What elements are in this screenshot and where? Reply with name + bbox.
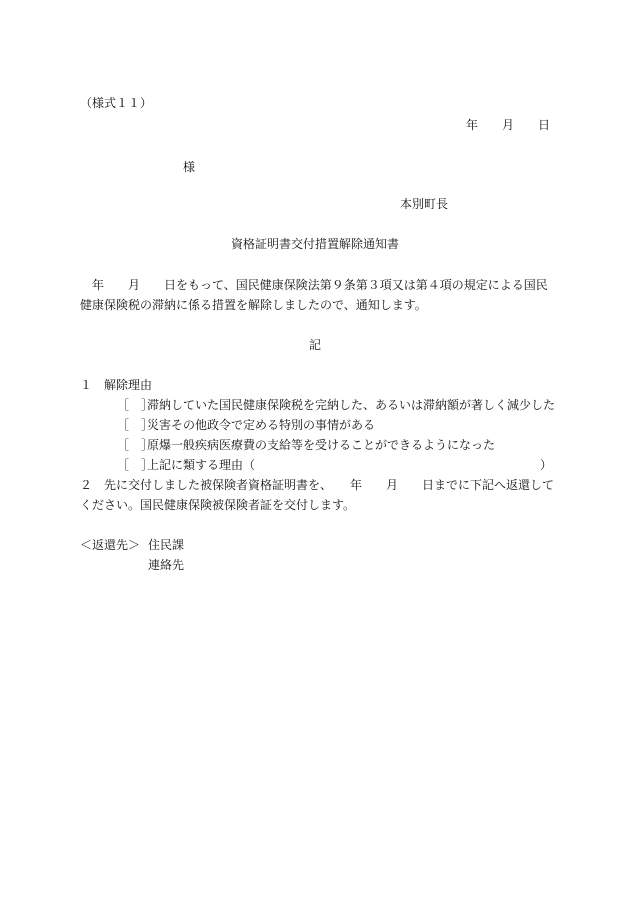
option-text: 災害その他政令で定める特別の事情がある: [147, 418, 376, 432]
body-line-2: 健康保険税の滞納に係る措置を解除しましたので、通知します。: [80, 298, 427, 312]
option-checkbox[interactable]: ［ ］: [117, 398, 154, 412]
form-number: （様式１１）: [80, 96, 153, 110]
document-title: 資格証明書交付措置解除通知書: [230, 237, 399, 251]
body-line-1: 年 月 日をもって、国民健康保険法第９条第３項又は第４項の規定による国民: [80, 278, 548, 292]
option-checkbox[interactable]: ［ ］: [117, 458, 154, 472]
option-text: 原爆一般疾病医療費の支給等を受けることができるようになった: [147, 438, 496, 452]
addressee-label: 様: [183, 160, 196, 174]
section-2-line-2: ください。国民健康保険被保険者証を交付します。: [80, 498, 356, 512]
option-checkbox[interactable]: ［ ］: [117, 418, 154, 432]
date-line: 年 月 日: [465, 118, 550, 132]
option-close-paren: ）: [540, 458, 553, 472]
issuer-name: 本別町長: [400, 197, 449, 211]
option-text: 上記に類する理由（: [147, 458, 256, 472]
section-2-line-1: ２ 先に交付しました被保険者資格証明書を、 年 月 日までに下記へ返還して: [80, 478, 555, 492]
return-to-label: ＜返還先＞: [80, 538, 141, 552]
section-1-heading: １ 解除理由: [80, 378, 153, 392]
return-to-contact: 連絡先: [148, 558, 185, 572]
ki-heading: 記: [308, 338, 321, 352]
option-text: 滞納していた国民健康保険税を完納した、あるいは滞納額が著しく減少した: [147, 398, 556, 412]
option-checkbox[interactable]: ［ ］: [117, 438, 154, 452]
return-to-department: 住民課: [148, 538, 185, 552]
